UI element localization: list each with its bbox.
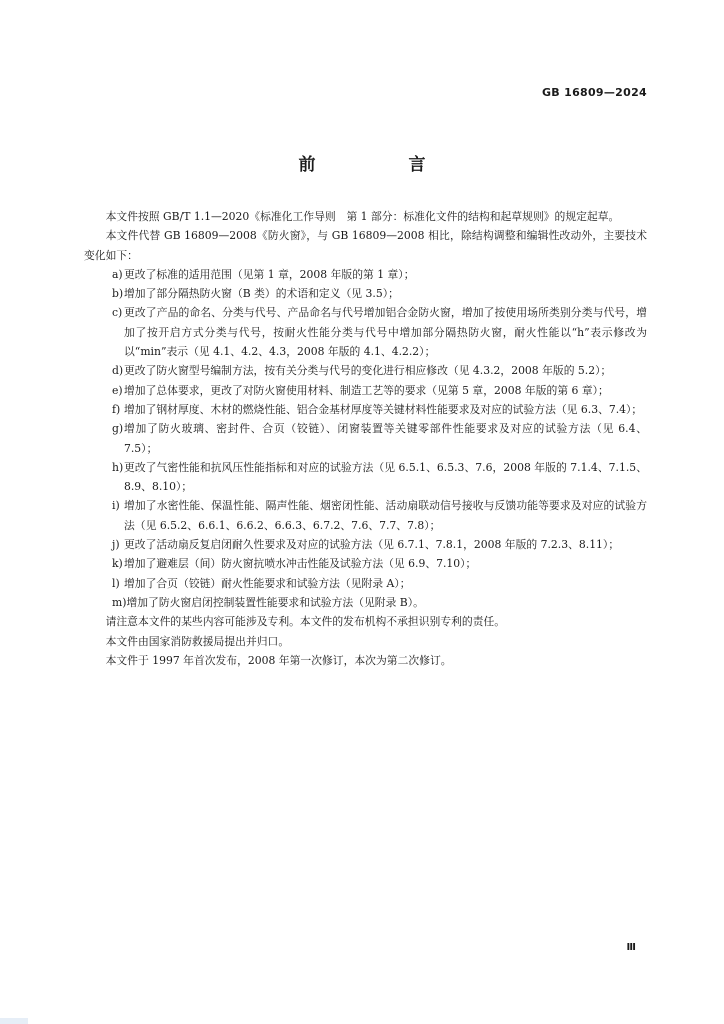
paragraph-proposer: 本文件由国家消防救援局提出并归口。 <box>105 634 290 648</box>
list-item <box>84 284 647 303</box>
page-number: Ⅲ <box>626 942 636 953</box>
list-item-label: f) <box>112 402 121 416</box>
list-item-label: b) <box>112 287 124 301</box>
list-item-label: m) <box>112 595 127 609</box>
list-item <box>84 458 647 497</box>
list-item <box>84 554 647 573</box>
foreword-body <box>84 207 647 670</box>
list-item-text: 更改了产品的命名、分类与代号、产品命名与代号增加铝合金防火窗，增加了按使用场所类别分类与代号，增加了按开启方式分类与代号，按耐火性能分类与代号中增加部分隔热防火窗，耐火性能以“h”表示修改为以“min”表示（见 4.1、4.2、4.3，2008 年版的 4.1、4.2.2）； <box>124 306 647 359</box>
corner-mark <box>0 1018 28 1024</box>
paragraph-patent-notice: 请注意本文件的某些内容可能涉及专利。本文件的发布机构不承担识别专利的责任。 <box>105 615 506 629</box>
list-item <box>84 593 647 612</box>
list-item-label: e) <box>112 383 123 397</box>
list-item-text: 更改了气密性能和抗风压性能指标和对应的试验方法（见 6.5.1、6.5.3、7.6，2008 年版的 7.1.4、7.1.5、8.9、8.10）； <box>124 460 647 494</box>
list-item <box>84 574 647 593</box>
paragraph-drafting-rules: 本文件按照 GB/T 1.1—2020《标准化工作导则 第 1 部分：标准化文件的结构和起草规则》的规定起草。 <box>105 210 620 223</box>
list-item-text: 增加了避难层（间）防火窗抗喷水冲击性能及试验方法（见 6.9、7.10）； <box>124 557 477 571</box>
list-item-text: 增加了合页（铰链）耐火性能要求和试验方法（见附录 A）； <box>124 576 411 590</box>
list-item-label: j) <box>112 538 120 552</box>
list-item-text: 更改了防火窗型号编制方法，按有关分类与代号的变化进行相应修改（见 4.3.2，2008 年版的 5.2）； <box>124 364 612 378</box>
list-item <box>84 400 647 419</box>
list-item <box>84 361 647 380</box>
list-item-label: c) <box>112 306 123 320</box>
list-item-label: g) <box>112 422 124 436</box>
list-item-label: d) <box>112 364 124 378</box>
list-item-label: i) <box>112 499 120 513</box>
list-item-text: 增加了防火玻璃、密封件、合页（铰链）、闭窗装置等关键零部件性能要求及对应的试验方法（见 6.4、7.5）； <box>124 422 647 455</box>
list-item-label: h) <box>112 460 124 474</box>
list-item-label: l) <box>112 576 120 590</box>
list-item-label: a) <box>112 267 123 281</box>
list-item-text: 更改了标准的适用范围（见第 1 章，2008 年版的第 1 章）； <box>124 267 415 281</box>
list-item <box>84 265 647 284</box>
list-item-text: 更改了活动扇反复启闭耐久性要求及对应的试验方法（见 6.7.1、7.8.1，2008 年版的 7.2.3、8.11）； <box>124 538 620 552</box>
paragraph-history: 本文件于 1997 年首次发布，2008 年第一次修订，本次为第二次修订。 <box>105 653 452 667</box>
list-item-text: 增加了钢材厚度、木材的燃烧性能、铝合金基材厚度等关键材料性能要求及对应的试验方法（见 6.3、7.4）； <box>124 402 643 416</box>
change-list <box>84 265 647 612</box>
standard-code: GB 16809—2024 <box>541 86 647 99</box>
list-item-text: 增加了部分隔热防火窗（B 类）的术语和定义（见 3.5）； <box>124 287 399 301</box>
list-item <box>84 419 647 458</box>
paragraph-replacement: 本文件代替 GB 16809—2008《防火窗》，与 GB 16809—2008 相比，除结构调整和编辑性改动外，主要技术变化如下： <box>84 229 647 262</box>
list-item-text: 增加了水密性能、保温性能、隔声性能、烟密闭性能、活动扇联动信号接收与反馈功能等要求及对应的试验方法（见 6.5.2、6.6.1、6.6.2、6.6.3、6.7.2、7.6、7.7、7.8）； <box>124 499 647 532</box>
list-item <box>84 381 647 400</box>
list-item-text: 增加了总体要求，更改了对防火窗使用材料、制造工艺等的要求（见第 5 章，2008 年版的第 6 章）； <box>124 383 609 397</box>
page-title: 前 言 <box>298 155 464 175</box>
list-item-label: k) <box>112 557 123 571</box>
list-item <box>84 535 647 554</box>
list-item-text: 增加了防火窗启闭控制装置性能要求和试验方法（见附录 B）。 <box>126 595 424 609</box>
list-item <box>84 496 647 535</box>
list-item <box>84 303 647 361</box>
